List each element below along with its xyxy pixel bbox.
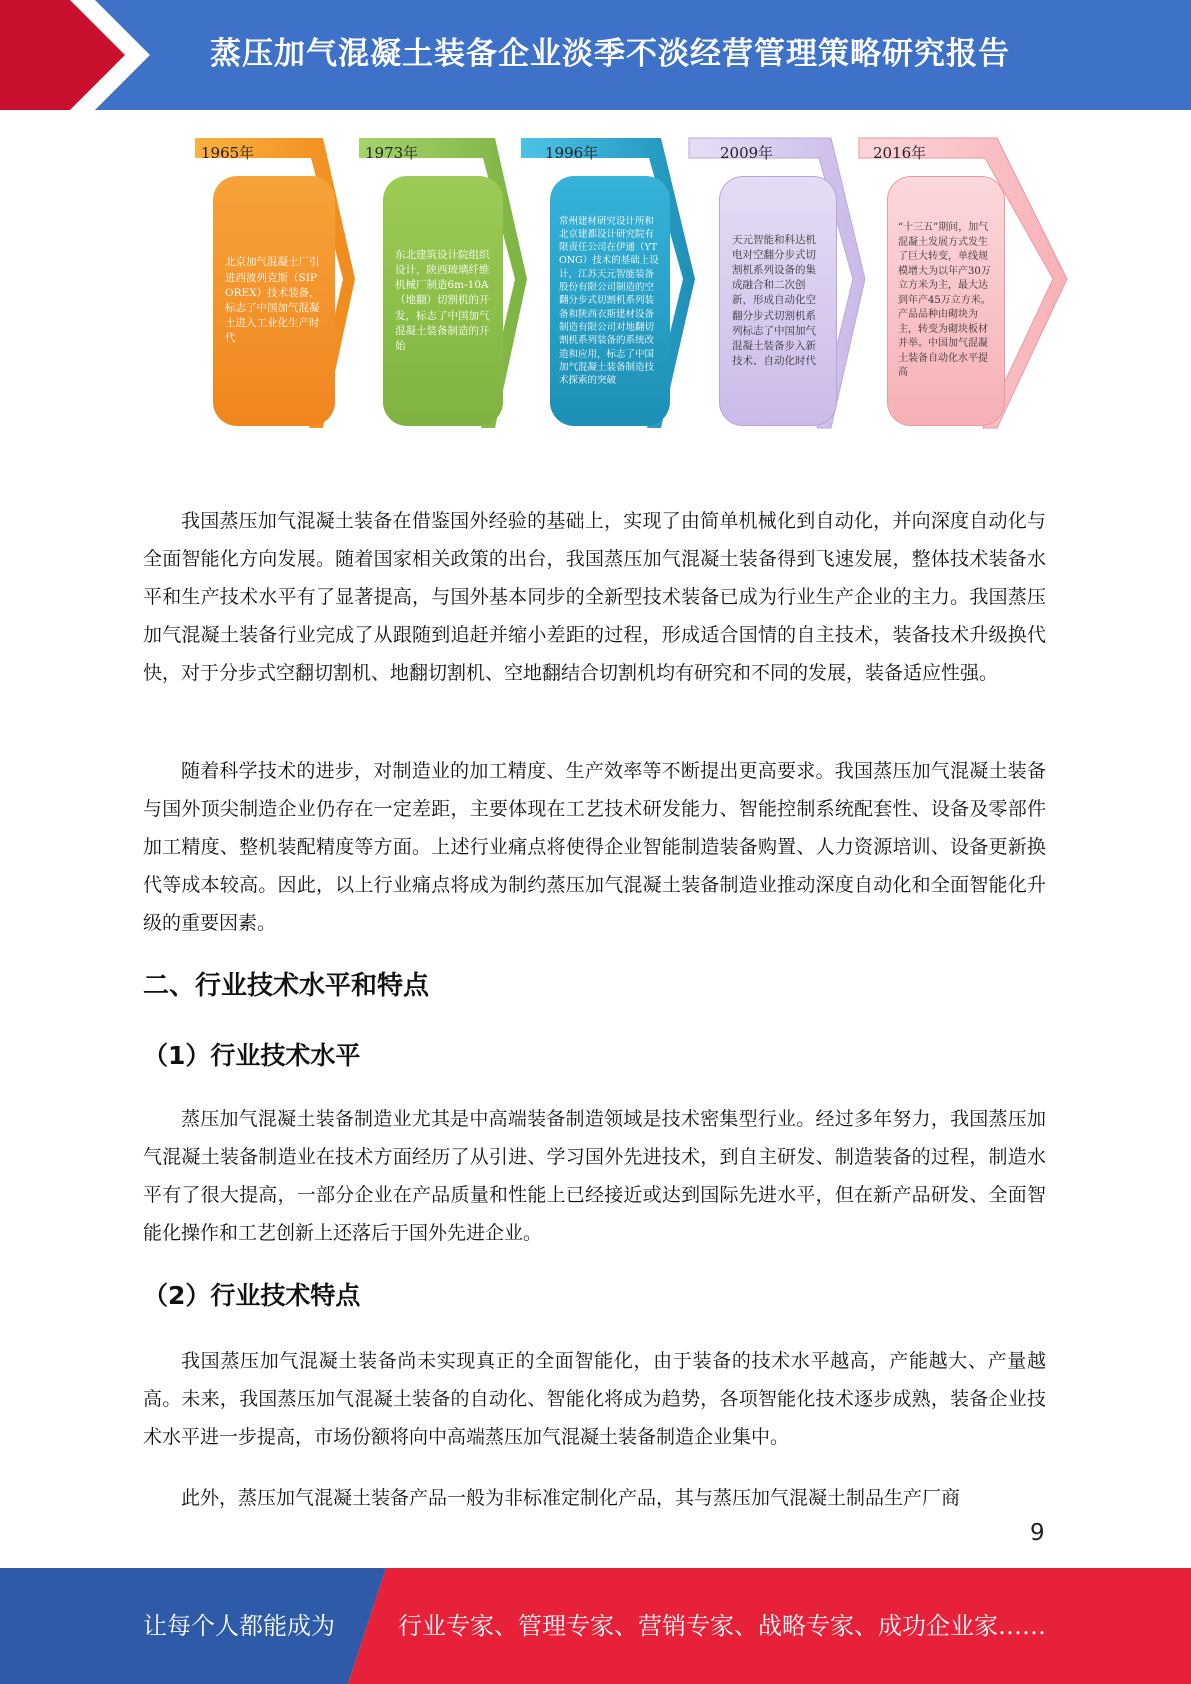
timeline-diagram <box>195 132 1075 442</box>
timeline-year-2016: 2016年 <box>873 144 927 162</box>
paragraph-1: 我国蒸压加气混凝土装备在借鉴国外经验的基础上，实现了由简单机械化到自动化，并向深度自动化与全面智能化方向发展。随着国家相关政策的出台，我国蒸压加气混凝土装备得到飞速发展，整体技术装备水平和生产技术水平有了显著提高，与国外基本同步的全新型技术装备已成为行业生产企业的主力。我国蒸压加气混凝土装备行业完成了从跟随到追赶并缩小差距的过程，形成适合国情的自主技术，装备技术升级换代快，对于分步式空翻切割机、地翻切割机、空地翻结合切割机均有研究和不同的发展，装备适应性强。 <box>143 510 1046 684</box>
timeline-year-2009: 2009年 <box>720 144 774 162</box>
paragraph-2: 随着科学技术的进步，对制造业的加工精度、生产效率等不断提出更高要求。我国蒸压加气混凝土装备与国外顶尖制造企业仍存在一定差距，主要体现在工艺技术研发能力、智能控制系统配套性、设备及零部件加工精度、整机装配精度等方面。上述行业痛点将使得企业智能制造装备购置、人力资源培训、设备更新换代等成本较高。因此，以上行业痛点将成为制约蒸压加气混凝土装备制造业推动深度自动化和全面智能化升级的重要因素。 <box>143 760 1046 934</box>
paragraph-3: 蒸压加气混凝土装备制造业尤其是中高端装备制造领域是技术密集型行业。经过多年努力，我国蒸压加气混凝土装备制造业在技术方面经历了从引进、学习国外先进技术，到自主研发、制造装备的过程，制造水平有了很大提高，一部分企业在产品质量和性能上已经接近或达到国际先进水平，但在新产品研发、全面智能化操作和工艺创新上还落后于国外先进企业。 <box>143 1108 1046 1244</box>
paragraph-5: 此外，蒸压加气混凝土装备产品一般为非标准定制化产品，其与蒸压加气混凝土制品生产厂商 <box>181 1487 961 1509</box>
timeline-text-1965: 北京加气混凝土厂引进西波列克斯（SIPOREX）技术装备，标志了中国加气混凝土进入工业化生产时代 <box>225 256 320 345</box>
timeline-text-2016: “十三五”期间，加气混凝土发展方式发生了巨大转变，单线规模增大为以年产30万立方米为主，最大达到年产45万立方米。产品品种由砌块为主，转变为砌块板材并举。中国加气混凝土装备自动化水平提高 <box>898 222 991 379</box>
timeline-year-1996: 1996年 <box>545 144 599 162</box>
page-number: 9 <box>1030 1520 1045 1546</box>
footer-slogan-right: 行业专家、管理专家、营销专家、战略专家、成功企业家…… <box>398 1612 1046 1640</box>
footer-slogan-left: 让每个人都能成为 <box>143 1612 335 1640</box>
timeline-box-1973 <box>383 176 503 426</box>
timeline-box-2009 <box>719 176 837 426</box>
timeline-year-1973: 1973年 <box>365 144 419 162</box>
section-heading-2: 二、行业技术水平和特点 <box>143 971 430 1001</box>
timeline-box-2016 <box>887 176 1005 426</box>
subsection-heading-1: （1）行业技术水平 <box>143 1041 361 1070</box>
header-arrow-decoration <box>0 0 160 110</box>
timeline-text-1973: 东北建筑设计院组织设计，陕西玻璃纤维机械厂制造6m-10A（地翻）切割机的开发，标志了中国加气混凝土装备制造的开始 <box>395 248 490 353</box>
timeline-text-2009: 天元智能和科达机电对空翻分步式切割机系列设备的集成融合和二次创新，形成自动化空翻分步式切割机系列标志了中国加气混凝土装备步入新技术、自动化时代 <box>732 233 816 368</box>
page-footer <box>0 1568 1191 1684</box>
subsection-heading-2: （2）行业技术特点 <box>143 1281 361 1310</box>
timeline-text-1996: 常州建材研究设计所和北京建都设计研究院有限责任公司在伊通（YTONG）技术的基础上设计，江苏天元智能装备股份有限公司制造的空翻分步式切割机系列装备和陕西衣斯建材设备制造有限公司对地翻切割机系列装备的系统改造和应用，标志了中国加气混凝土装备制造技术探索的突破 <box>559 215 659 387</box>
report-title: 蒸压加气混凝土装备企业淡季不淡经营管理策略研究报告 <box>210 36 1010 72</box>
timeline-box-1965 <box>213 176 335 426</box>
paragraph-4: 我国蒸压加气混凝土装备尚未实现真正的全面智能化，由于装备的技术水平越高，产能越大、产量越高。未来，我国蒸压加气混凝土装备的自动化、智能化将成为趋势，各项智能化技术逐步成熟，装备企业技术水平进一步提高，市场份额将向中高端蒸压加气混凝土装备制造企业集中。 <box>143 1350 1046 1448</box>
timeline-box-1996 <box>550 176 670 426</box>
timeline-year-1965: 1965年 <box>201 144 255 162</box>
page-header <box>0 0 1191 110</box>
